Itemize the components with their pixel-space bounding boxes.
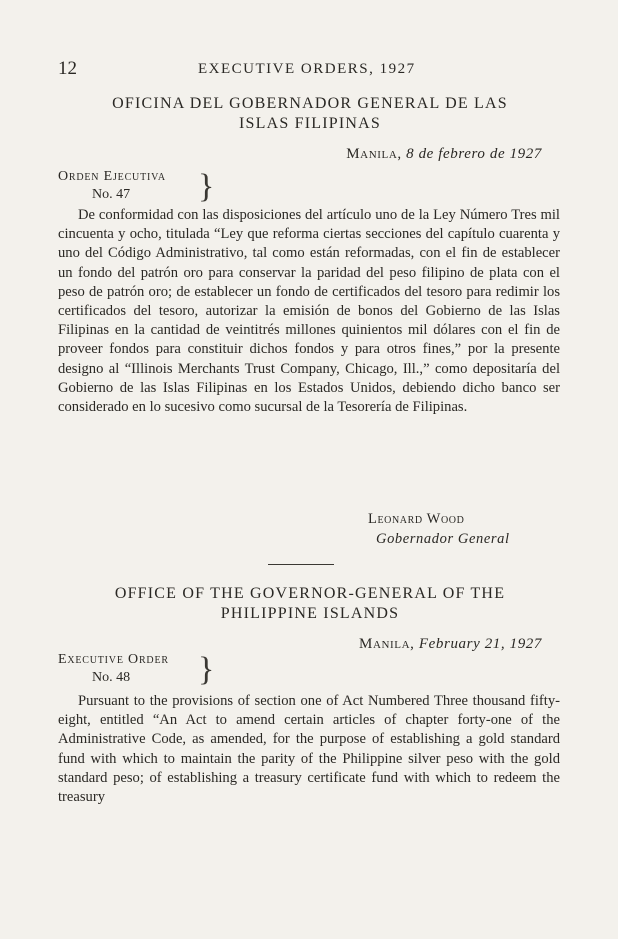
spanish-signer-name-text: Leonard Wood (368, 511, 465, 527)
spanish-office-heading (50, 94, 570, 134)
spanish-order-brace: } (198, 168, 215, 205)
running-head (58, 58, 558, 84)
english-date: February 21, 1927 (418, 636, 542, 652)
section-divider-rule (268, 564, 334, 565)
english-dateline (359, 636, 542, 653)
english-order-designation (58, 651, 169, 687)
spanish-signer-name (368, 511, 464, 528)
english-office-line1: OFFICE OF THE GOVERNOR-GENERAL OF THE (114, 585, 506, 602)
english-order-body: Pursuant to the provisions of section one of Act Numbered Three thousand fifty-eight, entitled “An Act to amend certain articles of chapter forty-one of the Administrative Code, as amended, for the purpose of establishing a gold standard fund with which to maintain the parity of the Philippine silver peso with the gold standard peso; of establishing a treasury certificate fund with which to redeem the treasury (58, 693, 560, 806)
spanish-order-number: No. 47 (92, 187, 131, 202)
english-office-line2: PHILIPPINE ISLANDS (220, 605, 400, 622)
spanish-office-line1: OFICINA DEL GOBERNADOR GENERAL DE LAS (112, 95, 508, 112)
spanish-office-line2: ISLAS FILIPINAS (238, 115, 381, 132)
english-office-heading (50, 584, 570, 624)
english-date-place: Manila, (359, 636, 415, 652)
spanish-signer-title-text: Gobernador General (376, 531, 510, 547)
spanish-date: 8 de febrero de 1927 (406, 146, 542, 162)
spanish-order-label: Orden Ejecutiva (58, 169, 166, 184)
spanish-date-place: Manila, (346, 146, 402, 162)
running-title: EXECUTIVE ORDERS, 1927 (198, 61, 416, 77)
spanish-signer-title (376, 531, 510, 548)
english-order-label: Executive Order (58, 652, 169, 667)
spanish-dateline (346, 146, 542, 163)
spanish-order-body: De conformidad con las disposiciones del artículo uno de la Ley Número Tres mil cincuenta y ocho, titulada “Ley que reforma ciertas secciones del capítulo cuarenta y uno del Código Administrativo, tal como están reformadas, con el fin de establecer un fondo del patrón oro para conservar la paridad del peso filipino de plata con el peso de patrón oro; de establecer un fondo de certificados del tesoro para redimir los certificados del tesoro, autorizar la emisión de bonos del Gobierno de las Islas Filipinas en la cantidad de veintitrés millones quinientos mil dólares con el fin de proveer fondos para constituir dichos fondos y para otros fines,” por la presente designo al “Illinois Merchants Trust Company, Chicago, Ill.,” como depositaría del Gobierno de las Islas Filipinas en los Estados Unidos, debiendo dicho banco ser considerado en lo sucesivo como sucursal de la Tesorería de Filipinas. (58, 207, 560, 416)
page-number: 12 (58, 58, 77, 79)
spanish-order-designation (58, 168, 166, 204)
english-order-number: No. 48 (92, 670, 131, 685)
english-order-brace: } (198, 651, 215, 688)
